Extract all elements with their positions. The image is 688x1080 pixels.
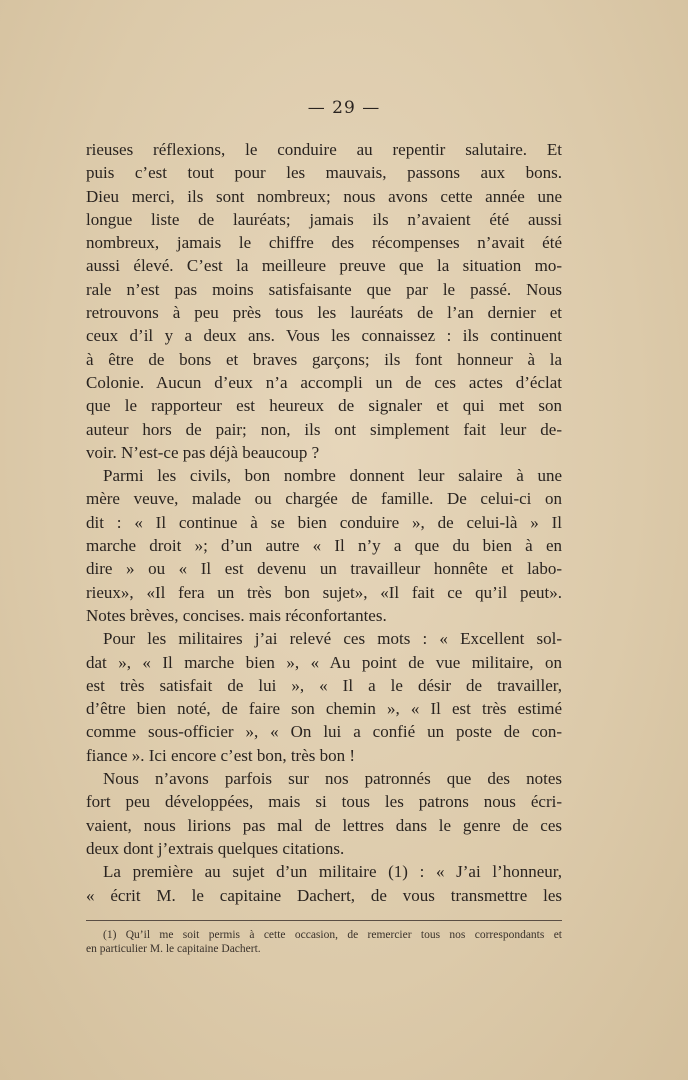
text-line: ceux d’il y a deux ans. Vous les connaissez : ils continuent (86, 326, 562, 346)
text-line: mère veuve, malade ou chargée de famille. De celui-ci on (86, 489, 562, 509)
text-line: longue liste de lauréats; jamais ils n’avaient été aussi (86, 209, 562, 229)
text-line: dit : « Il continue à se bien conduire », de celui-là » Il (86, 512, 562, 532)
text-line: Notes brèves, concises. mais réconfortantes. (86, 605, 387, 625)
text-line: fort peu développées, mais si tous les patrons nous écri- (86, 792, 562, 812)
text-line: puis c’est tout pour les mauvais, passons aux bons. (86, 163, 562, 183)
text-line: aussi élevé. C’est la meilleure preuve que la situation mo- (86, 256, 562, 276)
text-line: Dieu merci, ils sont nombreux; nous avons cette année une (86, 186, 562, 206)
footnote-divider (86, 920, 562, 921)
text-line: rale n’est pas moins satisfaisante que par le passé. Nous (86, 279, 562, 299)
text-line: « écrit M. le capitaine Dachert, de vous transmettre les (86, 885, 562, 905)
text-line: fiance ». Ici encore c’est bon, très bon ! (86, 745, 356, 765)
text-line: rieux», «Il fera un très bon sujet», «Il fait ce qu’il peut». (86, 582, 562, 602)
text-line: Parmi les civils, bon nombre donnent leur salaire à une (103, 466, 562, 486)
text-line: Nous n’avons parfois sur nos patronnés que des notes (103, 769, 562, 789)
text-line: comme sous-officier », « On lui a confié un poste de con- (86, 722, 562, 742)
page-number: — 29 — (307, 98, 381, 118)
text-line: dire » ou « Il est devenu un travailleur honnête et labo- (86, 559, 562, 579)
text-line: d’être bien noté, de faire son chemin », « Il est très estimé (86, 699, 562, 719)
footnote-line: (1) Qu’il me soit permis à cette occasion, de remercier tous nos correspondants et (103, 929, 562, 941)
text-line: vaient, nous lirions pas mal de lettres dans le genre de ces (86, 815, 562, 835)
text-line: Colonie. Aucun d’eux n’a accompli un de ces actes d’éclat (86, 372, 562, 392)
text-line: rieuses réflexions, le conduire au repentir salutaire. Et (86, 140, 562, 159)
text-line: deux dont j’extrais quelques citations. (86, 838, 345, 858)
text-line: marche droit »; d’un autre « Il n’y a que du bien à en (86, 536, 562, 556)
text-line: voir. N’est-ce pas déjà beaucoup ? (86, 442, 320, 462)
footnote-line: en particulier M. le capitaine Dachert. (86, 943, 261, 955)
text-line: Pour les militaires j’ai relevé ces mots : « Excellent sol- (103, 629, 562, 649)
text-line: dat », « Il marche bien », « Au point de vue militaire, on (86, 652, 562, 672)
text-line: La première au sujet d’un militaire (1) : « J’ai l’honneur, (103, 862, 562, 882)
text-line: est très satisfait de lui », « Il a le désir de travailler, (86, 675, 562, 695)
text-line: que le rapporteur est heureux de signaler et qui met son (86, 396, 562, 416)
footnote (86, 928, 562, 956)
text-line: retrouvons à peu près tous les lauréats de l’an dernier et (86, 303, 562, 323)
text-line: nombreux, jamais le chiffre des récompenses n’avait été (86, 233, 562, 253)
text-line: à être de bons et braves garçons; ils font honneur à la (86, 349, 562, 369)
text-line: auteur hors de pair; non, ils ont simplement fait leur de- (86, 419, 562, 439)
body-text (86, 138, 562, 907)
